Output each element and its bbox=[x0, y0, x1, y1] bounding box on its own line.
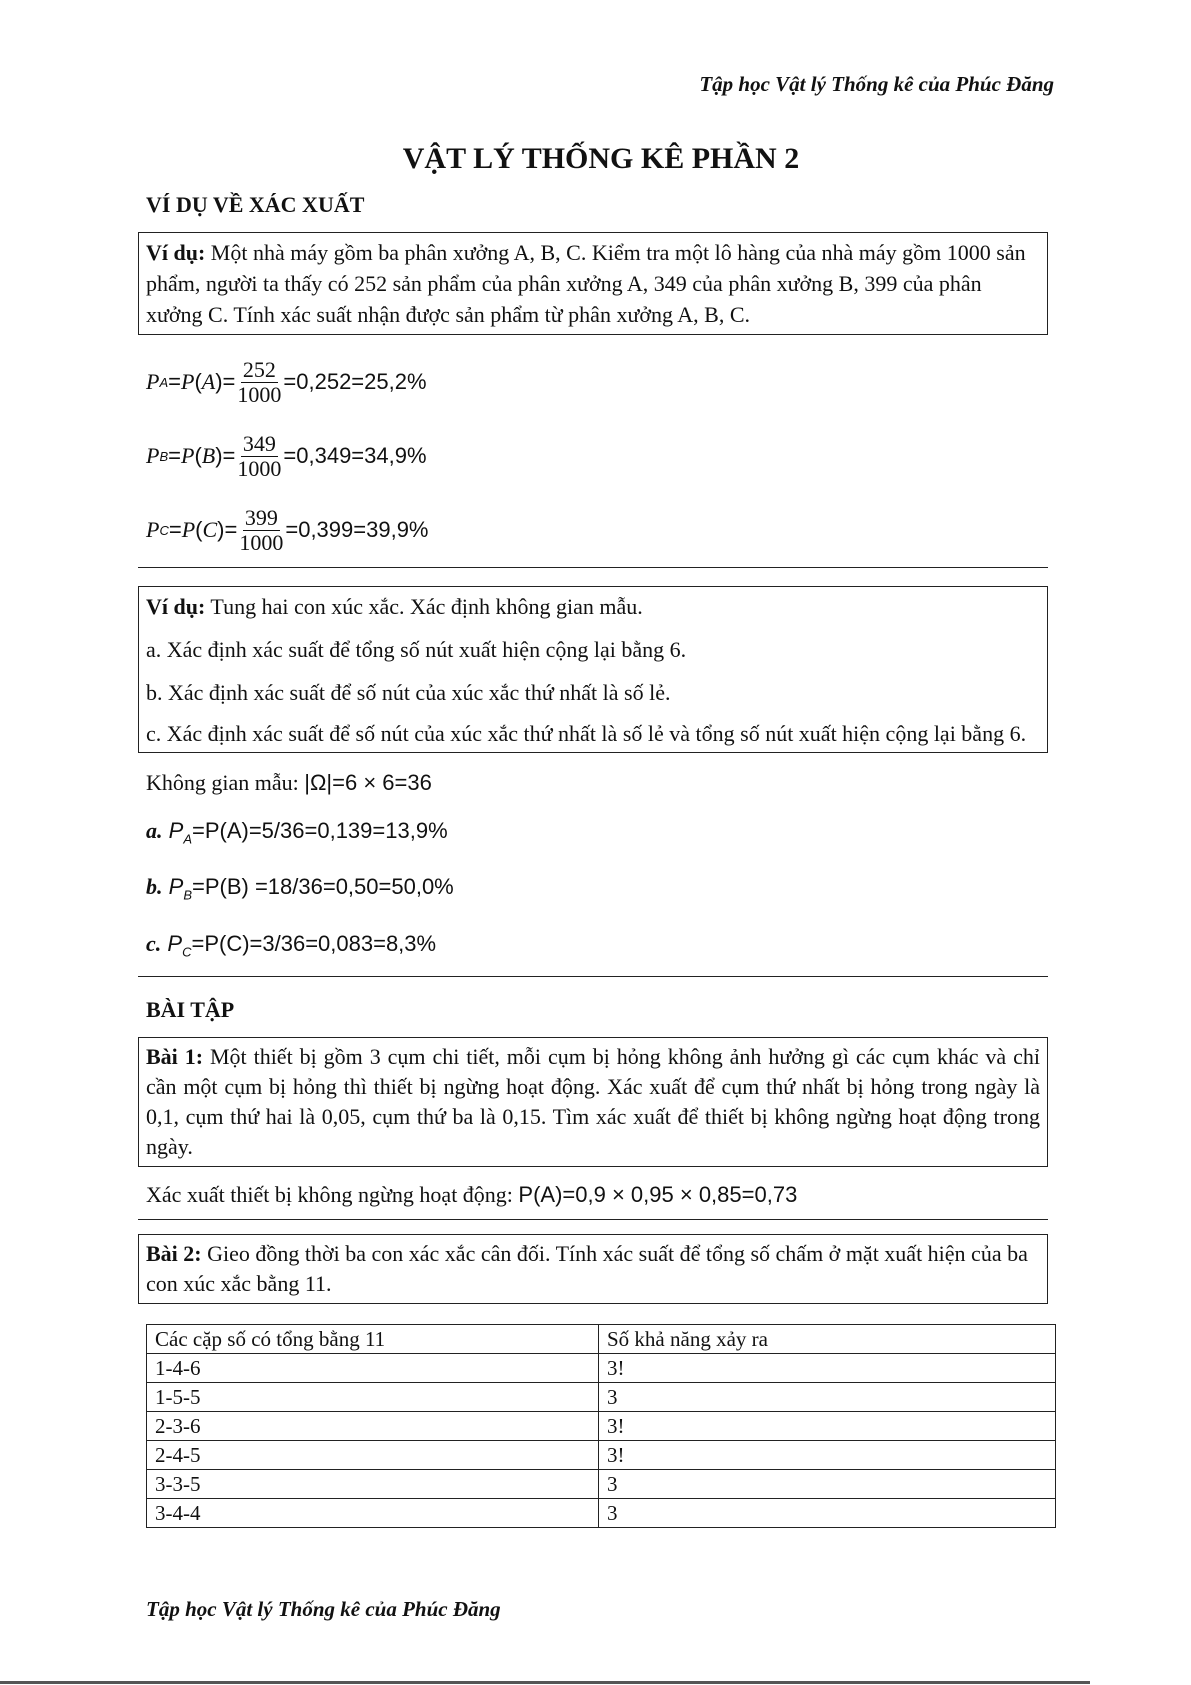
divider bbox=[138, 976, 1048, 977]
example-text: Tung hai con xúc xắc. Xác định không gian mẫu. bbox=[205, 594, 643, 619]
table-header-row bbox=[147, 1325, 1056, 1354]
section-heading: BÀI TẬP bbox=[146, 997, 235, 1023]
example-label: Ví dụ: bbox=[146, 594, 206, 619]
answer-label: b. bbox=[146, 874, 163, 900]
answer-line: a. $P_A=P(A)=5/36=0,139=13,9\%$ bbox=[146, 818, 448, 847]
answer-expr: =P(A)=5/36=0,139=13,9% bbox=[191, 818, 448, 843]
answer-label: c. bbox=[146, 930, 162, 956]
answer-expr: P(A)=0,9 × 0,95 × 0,85=0,73 bbox=[518, 1182, 798, 1208]
example-label: Ví dụ: bbox=[146, 240, 206, 265]
table-row bbox=[147, 1470, 1056, 1499]
exercise-text: Gieo đồng thời ba con xác xắc cân đối. Tính xác suất để tổng số chấm ở mặt xuất hiện của ba con xúc xắc bằng 11. bbox=[146, 1241, 1028, 1297]
answer-expr: =P(C)=3/36=0,083=8,3% bbox=[191, 930, 437, 956]
answer-expr: =P(B) =18/36=0,50=50,0% bbox=[191, 874, 454, 900]
result: =0,399=39,9% bbox=[285, 517, 429, 542]
question-c: c. Xác định xác suất để số nút của xúc xắc thứ nhất là số lẻ và tổng số nút xuất hiện cộng lại bằng 6. bbox=[146, 721, 1027, 746]
exercise-label: Bài 1: bbox=[146, 1044, 204, 1070]
table-cell: 1-4-6 bbox=[147, 1354, 599, 1383]
numerator: 349 bbox=[242, 430, 276, 456]
table-header: Các cặp số có tổng bằng 11 bbox=[147, 1325, 599, 1354]
table-cell: 3 bbox=[599, 1470, 1056, 1499]
table-cell: 3 bbox=[599, 1383, 1056, 1412]
table-cell: 3-4-4 bbox=[147, 1499, 599, 1528]
table-cell: 3! bbox=[599, 1441, 1056, 1470]
table-row bbox=[147, 1499, 1056, 1528]
exercise-1-answer bbox=[146, 1171, 1056, 1219]
table-cell: 2-4-5 bbox=[147, 1441, 599, 1470]
answer-label: a. bbox=[146, 818, 163, 843]
result: =0,349=34,9% bbox=[283, 443, 427, 468]
table-cell: 3! bbox=[599, 1412, 1056, 1441]
exercise-text: Một thiết bị gồm 3 cụm chi tiết, mỗi cụm bị hỏng không ảnh hưởng gì các cụm khác và chỉ cần một cụm bị hỏng thì thiết bị ngừng hoạt động. Xác xuất để cụm thứ nhất bị hỏng trong ngày là 0,1, cụm thứ hai là 0,05, cụm thứ ba là 0,15. Tìm xác xuất để thiết bị không ngừng hoạt động trong ngày. bbox=[146, 1044, 1040, 1160]
denominator: 1000 bbox=[239, 529, 284, 555]
table-row bbox=[147, 1354, 1056, 1383]
example-text: Một nhà máy gồm ba phân xưởng A, B, C. Kiểm tra một lô hàng của nhà máy gồm 1000 sản phẩm, người ta thấy có 252 sản phẩm của phân xưởng A, 349 của phân xưởng B, 399 của phân xưởng C. Tính xác suất nhận được sản phẩm từ phân xưởng A, B, C. bbox=[146, 240, 1026, 327]
exercise-label: Bài 2: bbox=[146, 1241, 202, 1267]
table-cell: 1-5-5 bbox=[147, 1383, 599, 1412]
table-header: Số khả năng xảy ra bbox=[599, 1325, 1056, 1354]
example-box-1 bbox=[138, 232, 1048, 335]
table-row bbox=[147, 1383, 1056, 1412]
exercise-box-2 bbox=[138, 1234, 1048, 1304]
denominator: 1000 bbox=[237, 455, 282, 481]
table-cell: 2-3-6 bbox=[147, 1412, 599, 1441]
numerator: 399 bbox=[244, 504, 278, 530]
page-header: Tập học Vật lý Thống kê của Phúc Đăng bbox=[699, 72, 1054, 96]
table-cell: 3 bbox=[599, 1499, 1056, 1528]
page-footer: Tập học Vật lý Thống kê của Phúc Đăng bbox=[146, 1597, 501, 1621]
page-title: VẬT LÝ THỐNG KÊ PHẦN 2 bbox=[402, 142, 800, 175]
question-a: a. Xác định xác suất để tổng số nút xuất hiện cộng lại bằng 6. bbox=[146, 637, 687, 662]
probability-equation: P B = P ( B )= $\frac{349}{1000}$ =0,349=34,9% bbox=[146, 430, 427, 481]
answer-label: Xác xuất thiết bị không ngừng hoạt động: bbox=[146, 1182, 519, 1208]
table-cell: 3! bbox=[599, 1354, 1056, 1383]
section-heading: VÍ DỤ VỀ XÁC XUẤT bbox=[146, 192, 365, 217]
sample-space-expr: |Ω|=6 × 6=36 bbox=[304, 770, 432, 795]
probability-equation: P C = P ( C )= $\frac{399}{1000}$ =0,399=39,9% bbox=[146, 504, 429, 555]
page-bottom-line bbox=[0, 1681, 1090, 1684]
sample-space-label: Không gian mẫu: bbox=[146, 770, 305, 795]
answer-line: b. $P_B=P(B) =18/36=0,50=50,0\%$ bbox=[146, 874, 454, 903]
probability-equation: P A = P ( A )= $\frac{252}{1000}$ =0,252=25,2% bbox=[146, 356, 427, 407]
result: =0,252=25,2% bbox=[283, 369, 427, 394]
denominator: 1000 bbox=[237, 381, 282, 407]
table-row bbox=[147, 1441, 1056, 1470]
question-b: b. Xác định xác suất để số nút của xúc xắc thứ nhất là số lẻ. bbox=[146, 680, 671, 705]
table-row bbox=[147, 1412, 1056, 1441]
combinations-table bbox=[146, 1324, 1056, 1528]
answer-line: c. $P_C=P(C)=3/36=0,083=8,3\%$ bbox=[146, 930, 437, 960]
numerator: 252 bbox=[242, 356, 276, 382]
sample-space bbox=[146, 759, 1056, 807]
table-cell: 3-3-5 bbox=[147, 1470, 599, 1499]
exercise-box-1 bbox=[138, 1037, 1048, 1167]
example-box-2 bbox=[138, 586, 1048, 753]
